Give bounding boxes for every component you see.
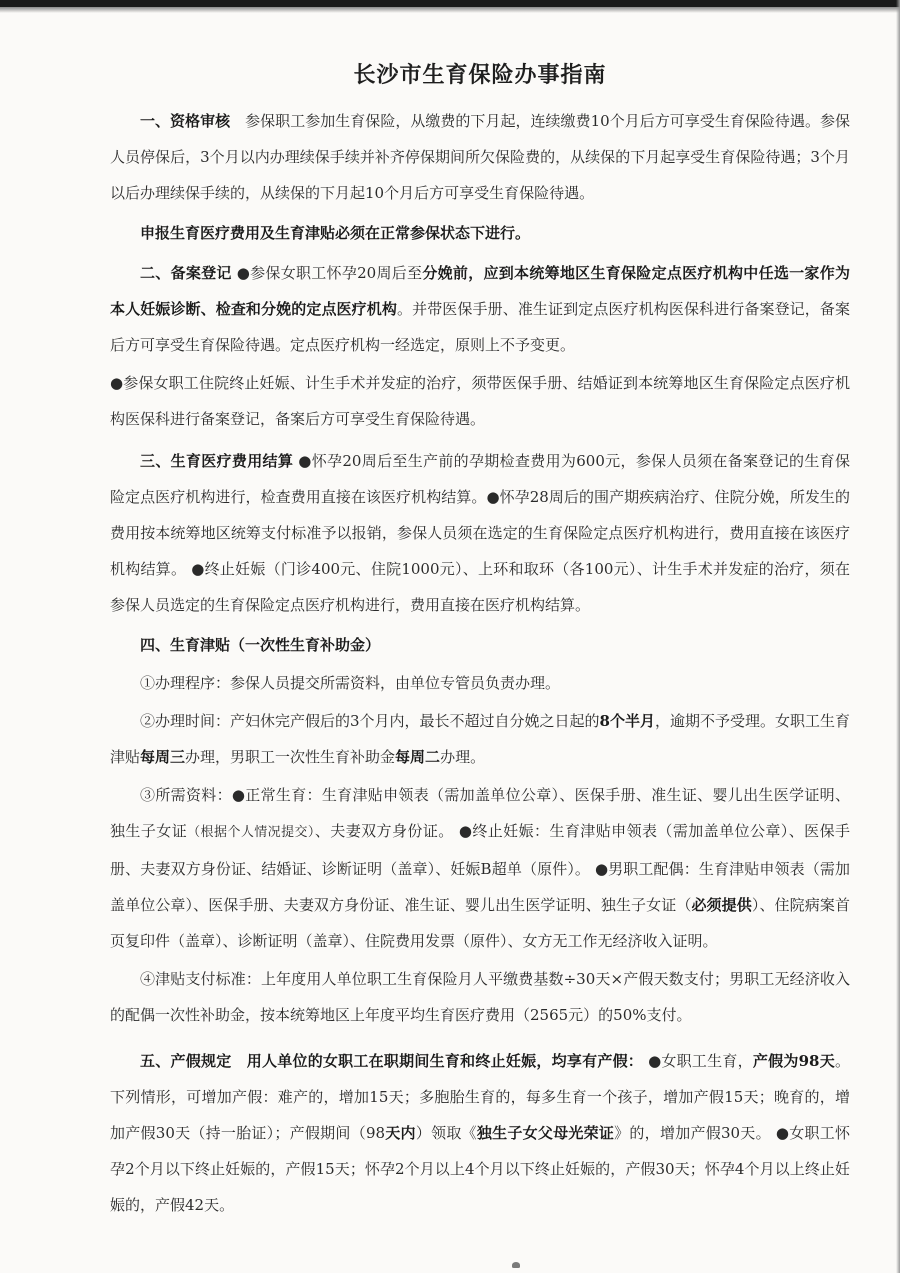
leave-text: ）领取《 <box>415 1124 477 1142</box>
section-heading: 一、资格审核 <box>140 112 231 130</box>
document-page <box>110 58 850 1227</box>
section-text: ●怀孕20周后至生产前的孕期检查费用为600元，参保人员须在备案登记的生育保险定点医疗机构进行，检查费用直接在该医疗机构结算。●怀孕28周后的围产期疾病治疗、住院分娩，所发生的费用按本统筹地区统筹支付标准予以报销，参保人员须在选定的生育保险定点医疗机构进行，费用直接在该医疗机构结算。 ●终止妊娠（门诊400元、住院1000元）、上环和取环（各100元）、计生手术并发症的治疗，须在参保人员选定的生育保险定点医疗机构进行，费用直接在医疗机构结算。 <box>110 452 850 614</box>
allowance-standard: ④津贴支付标准：上年度用人单位职工生育保险月人平缴费基数÷30天×产假天数支付；男职工无经济收入的配偶一次性补助金，按本统筹地区上年度平均生育医疗费用（2565元）的50%支付。 <box>110 970 850 1024</box>
eligibility-note <box>110 215 850 251</box>
allowance-time <box>110 703 850 775</box>
scan-right-edge <box>896 0 900 1273</box>
section-heading: 三、生育医疗费用结算 <box>140 452 294 470</box>
leave-text: 》的，增加产假30天。 ●女职工怀孕2个月以下终止妊娠的，产假15天；怀孕2个月以上4个月以下终止妊娠的，产假30天；怀孕4个月以上终止妊娠的，产假42天。 <box>110 1124 850 1214</box>
time-bold: 8个半月 <box>599 712 655 730</box>
leave-text: 。下列情形，可增加产假：难产的，增加15天；多胞胎生育的，每多生育一个孩子，增加产假15天；晚育的，增加产假30天（持一胎证）；产假期间（98 <box>110 1052 850 1142</box>
time-text: 办理，男职工一次性生育补助金 <box>185 748 396 766</box>
allowance-procedure: ①办理程序：参保人员提交所需资料，由单位专管员负责办理。 <box>140 674 561 692</box>
scan-mark <box>512 1262 520 1268</box>
section-registration <box>110 255 850 363</box>
materials-small: （根据个人情况提交） <box>187 825 315 840</box>
time-bold: 每周二 <box>395 748 441 766</box>
scan-top-shadow <box>0 7 900 13</box>
section-heading: 二、备案登记 <box>140 264 232 282</box>
leave-bold: 产假为98天 <box>752 1052 835 1070</box>
note-text: 申报生育医疗费用及生育津贴必须在正常参保状态下进行。 <box>140 224 531 242</box>
section-maternity-leave <box>110 1043 850 1223</box>
document-title: 长沙市生育保险办事指南 <box>353 62 607 88</box>
section-heading: 四、生育津贴（一次性生育补助金） <box>140 636 381 654</box>
allowance-materials <box>110 777 850 959</box>
section-bold-text: 分娩前，应到本统筹地区生育保险定点医疗机构中任选一家作为本人妊娠诊断、检查和分娩的定点医疗机构 <box>110 264 850 318</box>
section-heading: 五、产假规定 <box>140 1052 232 1070</box>
section-allowance-heading <box>110 627 850 663</box>
section-text: 参保职工参加生育保险，从缴费的下月起，连续缴费10个月后方可享受生育保险待遇。参保人员停保后，3个月以内办理续保手续并补齐停保期间所欠保险费的，从续保的下月起享受生育保险待遇；3个月以后办理续保手续的，从续保的下月起10个月后方可享受生育保险待遇。 <box>110 112 850 202</box>
scan-top-edge <box>0 0 900 7</box>
materials-text: 、夫妻双方身份证。 ●终止妊娠：生育津贴申领表（需加盖单位公章）、医保手册、夫妻双方身份证、结婚证、诊断证明（盖章）、妊娠B超单（原件）。 ●男职工配偶：生育津贴申领表（需加盖单位公章）、医保手册、夫妻双方身份证、准生证、婴儿出生医学证明、独生子女证（ <box>110 822 850 914</box>
section-text: 。并带医保手册、准生证到定点医疗机构医保科进行备案登记，备案后方可享受生育保险待遇。定点医疗机构一经选定，原则上不予变更。 <box>110 300 850 354</box>
materials-text: ）、住院病案首页复印件（盖章）、诊断证明（盖章）、住院费用发票（原件）、女方无工作无经济收入证明。 <box>110 896 850 950</box>
materials-bold: 必须提供 <box>691 896 752 914</box>
time-text: ，逾期不予受理。女职工生育津贴 <box>110 712 850 766</box>
time-text: 办理。 <box>440 748 486 766</box>
time-bold: 每周三 <box>140 748 186 766</box>
registration-termination: ●参保女职工住院终止妊娠、计生手术并发症的治疗，须带医保手册、结婚证到本统筹地区生育保险定点医疗机构医保科进行备案登记，备案后方可享受生育保险待遇。 <box>110 374 850 428</box>
section-settlement <box>110 443 850 623</box>
leave-text: ●女职工生育， <box>643 1052 753 1070</box>
leave-bold: 天内 <box>385 1124 416 1142</box>
leave-bold: 独生子女父母光荣证 <box>476 1124 615 1142</box>
section-text: ●参保女职工怀孕20周后至 <box>236 264 423 282</box>
leave-bold: 用人单位的女职工在职期间生育和终止妊娠，均享有产假： <box>231 1052 644 1070</box>
time-text: ②办理时间：产妇休完产假后的3个月内，最长不超过自分娩之日起的 <box>140 712 600 730</box>
section-eligibility <box>110 103 850 211</box>
materials-text: ③所需资料：●正常生育：生育津贴申领表（需加盖单位公章）、医保手册、准生证、婴儿出生医学证明、独生子女证 <box>110 786 850 840</box>
